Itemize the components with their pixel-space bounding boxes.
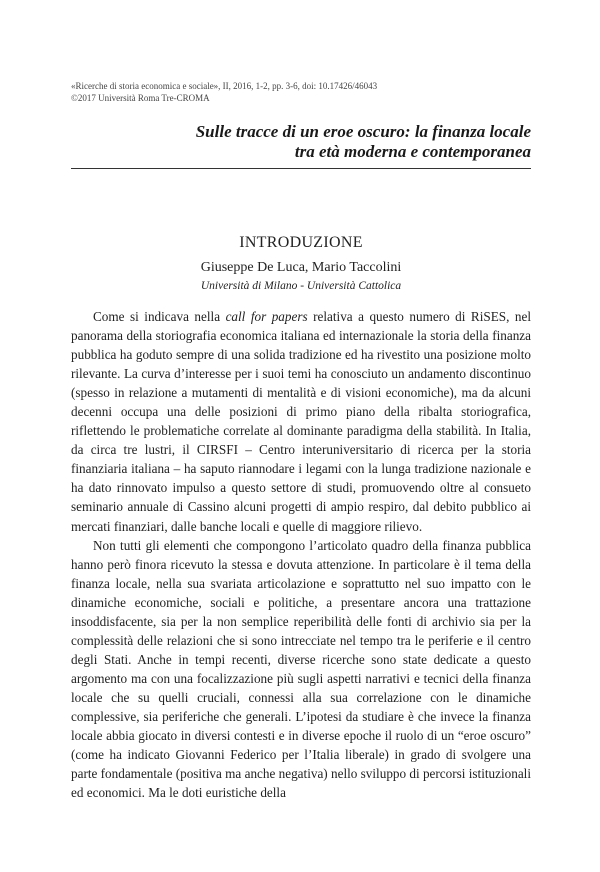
paragraph-1 (71, 307, 531, 536)
authors: Giuseppe De Luca, Mario Taccolini (200, 260, 402, 275)
issue-title-line-2: tra età moderna e contemporanea (294, 142, 531, 161)
citation-line: «Ricerche di storia economica e sociale», II, 2016, 1-2, pp. 3-6, doi: 10.17426/46043 (71, 81, 378, 91)
title-rule (71, 168, 531, 169)
affiliation: Università di Milano - Università Cattolica (200, 280, 402, 292)
call-for-papers-italic: call for papers (225, 309, 308, 324)
paragraph-2: Non tutti gli elementi che compongono l’articolato quadro della finanza pubblica hanno però finora ricevuto la stessa e dovuta attenzione. In particolare è il tema della finanza locale, nella sua svariata articolazione e soprattutto nel suo impatto con le dinamiche economiche, sociali e politiche, a presentare ancora una trattazione insoddisfacente, sia per la non semplice reperibilità delle fonti di archivio sia per la complessità delle relazioni che si sono intrecciate nel tempo tra le periferie e il centro degli Stati. Anche in tempi recenti, diverse ricerche sono state dedicate a questo argomento ma con una focalizzazione più sugli aspetti narrativi e tecnici della finanza locale che su quelli cruciali, connessi alla sua correlazione con le dinamiche complessive, sia periferiche che generali. L’ipotesi da studiare è che invece la finanza locale abbia giocato in diversi contesti e in diverse epoche il ruolo di un “eroe oscuro” (come ha indicato Giovanni Federico per l’Italia liberale) in grado di svolgere una parte fondamentale (positiva ma anche negativa) nello sviluppo di percorsi istituzionali ed economici. Ma le doti euristiche della (71, 537, 531, 801)
paragraph-1-start: Come si indicava nella (93, 309, 226, 324)
issue-title-line-1: Sulle tracce di un eroe oscuro: la finanza locale (195, 122, 531, 141)
body-text (71, 307, 531, 802)
section-heading: INTRODUZIONE (239, 234, 363, 251)
copyright-line: ©2017 Università Roma Tre-CROMA (71, 93, 210, 103)
issue-title (100, 122, 531, 162)
paragraph-1-rest: relativa a questo numero di RiSES, nel panorama della storiografia economica italiana ed internazionale la storia della finanza pubblica ha goduto sempre di una solida tradizione ed ha rivestito una posizione molto rilevante. La curva d’interesse per i suoi temi ha conosciuto un andamento discontinuo (spesso in relazione a mutamenti di mentalità e di visioni economiche), ma da alcuni decenni occupa una delle posizioni di primo piano della ribalta storiografica, riflettendo le problematiche correlate al dominante paradigma della stabilità. In Italia, da circa tre lustri, il CIRSFI – Centro interuniversitario di ricerca per la storia finanziaria italiana – ha saputo riannodare i legami con la lunga tradizione nazionale e ha dato rinnovato impulso a questo settore di studi, promuovendo oltre al consueto seminario annuale di Cassino alcuni progetti di ampio respiro, dal debito pubblico ai mercati finanziari, dalle banche locali e quelle di maggiore rilievo. (71, 309, 531, 534)
citation-header (71, 80, 531, 104)
